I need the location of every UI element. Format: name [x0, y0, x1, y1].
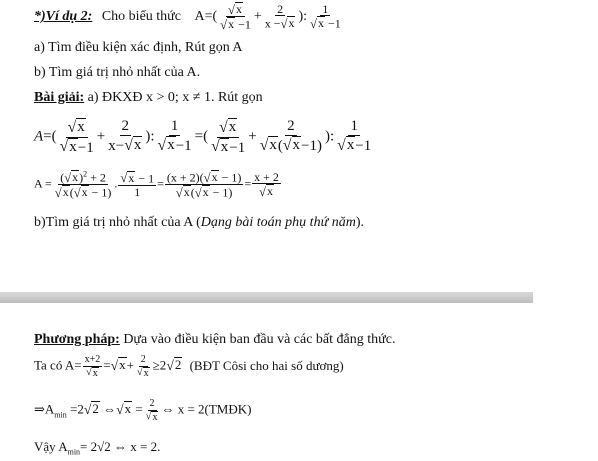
- page-separator: [0, 292, 533, 303]
- method-line3-prefix: Vậy A: [34, 439, 68, 454]
- question-b: b) Tìm giá trị nhỏ nhất của A.: [34, 65, 201, 80]
- solution-condition: a) ĐKXĐ x > 0; x ≠ 1. Rút gọn: [87, 90, 263, 105]
- method-line2-suffix: (TMĐK): [204, 401, 252, 417]
- method-line1-prefix: Ta có A=: [34, 357, 82, 373]
- method-line1-note: (BĐT Côsi cho hai số dương): [189, 357, 344, 373]
- part-b-italic: Dạng bài toán phụ thứ năm: [200, 215, 356, 230]
- method-line-1: Ta có A= x+2 √ x = √ x + 2 √ x ≥2 √ 2 (BĐT Côsi cho hai số dương): [34, 354, 344, 379]
- part-b-suffix: ).: [355, 215, 364, 230]
- document-page-2: [0, 303, 533, 461]
- example-label: *)Ví dụ 2:: [34, 8, 93, 24]
- solution-label: Bài giải:: [34, 90, 85, 105]
- method-line-2: $\Rightarrow A_{min} =2$ √ 2 ⇔ √ x = 2 √ x ⇔ x = 2(TMĐK): [34, 398, 252, 423]
- method-heading: [34, 332, 395, 348]
- example-line: [34, 2, 344, 31]
- part-b-line: [34, 215, 364, 231]
- method-line-3: [34, 439, 160, 457]
- method-label: Phương pháp:: [34, 332, 120, 347]
- part-b-prefix: b)Tìm giá trị nhỏ nhất của A (: [34, 215, 201, 230]
- example-intro: Cho biểu thức: [101, 8, 181, 24]
- example-expression: A=( √ x √ x −1 + 2 x − √ x ): 1 √ x −1: [194, 1, 341, 32]
- method-text: Dựa vào điều kiện ban đầu và các bất đẳng thức.: [123, 332, 396, 347]
- solution-heading: [34, 90, 263, 106]
- method-line3-suffix: = 2√2 ⇔ x = 2.: [80, 439, 161, 454]
- solution-step-1: A=( √ x √ x −1 + 2 x− √ x ): 1 √ x −1 =( √ x √ x −1 + 2 √ x ( √ x −1) ): 1 √ x −1: [34, 118, 372, 156]
- solution-step-2: A = ( √ x )$^2$ + 2 √ x ( √ x − 1) . √ x − 1 1 = (x + 2)( √ x − 1) √ x ( √ x − 1) = x + 2 √ x: [34, 169, 279, 200]
- method-line3-sub: min: [67, 447, 81, 457]
- question-a: a) Tìm điều kiện xác định, Rút gọn A: [34, 40, 243, 55]
- right-margin: [533, 0, 598, 461]
